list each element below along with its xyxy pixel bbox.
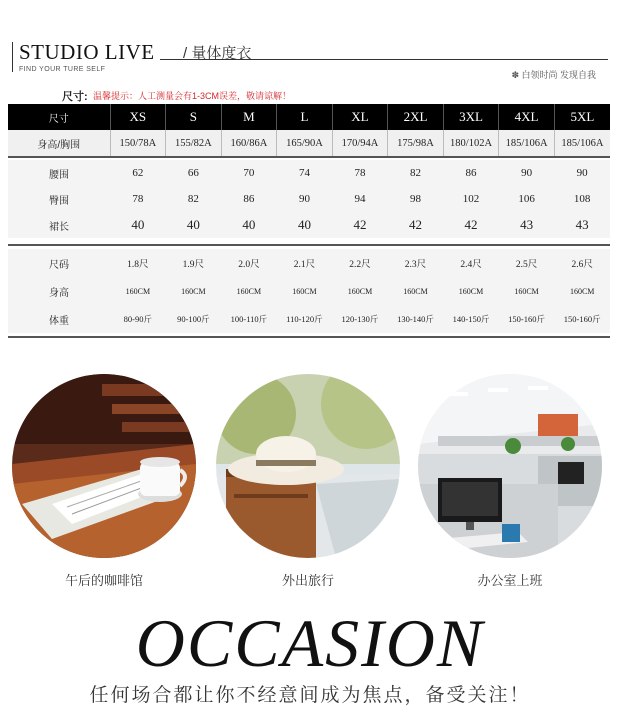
table-cell: 78 — [132, 193, 144, 205]
table-cell: 86 — [243, 193, 255, 205]
occasion-slogan: 任何场合都让你不经意间成为焦点，备受关注！ — [89, 685, 531, 706]
table-cell: 40 — [297, 217, 311, 232]
size-header-label: 尺寸 — [8, 104, 110, 130]
occasion-title: OCCASION — [135, 605, 485, 681]
chest-cell: 175/98A — [388, 130, 444, 157]
table-cell: 40 — [242, 217, 256, 232]
table-cell: 66 — [187, 167, 199, 179]
brand-logo: STUDIO LIVE — [19, 40, 155, 64]
chest-cell: 185/106A — [554, 130, 610, 157]
table-cell: 2.0尺 — [238, 260, 260, 270]
table-row — [8, 249, 610, 277]
row-label: 腰围 — [49, 169, 70, 181]
table-cell: 80-90斤 — [123, 314, 153, 324]
table-cell: 42 — [409, 217, 422, 232]
table-cell: 150-160斤 — [508, 314, 545, 324]
table-cell: 62 — [132, 167, 144, 179]
chest-cell: 150/78A — [110, 130, 166, 157]
header — [0, 0, 620, 85]
table-cell: 160CM — [458, 286, 484, 296]
table-cell: 1.9尺 — [182, 260, 205, 270]
size-header-row — [8, 104, 610, 130]
table-cell: 43 — [575, 217, 589, 232]
table-cell: 94 — [354, 193, 366, 205]
table-cell: 98 — [410, 193, 421, 205]
table-cell: 90 — [576, 167, 588, 179]
header-note: ✽ 白领时尚 发现自我 — [511, 70, 596, 80]
table-cell: 160CM — [125, 286, 151, 296]
measure-table — [8, 160, 610, 238]
page-subtitle: / 量体度衣 — [183, 45, 252, 62]
size-cell: 4XL — [499, 104, 555, 130]
table-cell: 42 — [353, 217, 367, 232]
row-label: 体重 — [49, 315, 70, 327]
brand-block — [12, 42, 173, 72]
table-divider — [8, 244, 610, 246]
size-cell: L — [277, 104, 333, 130]
brand-tagline: FIND YOUR TURE SELF — [19, 66, 106, 73]
size-table — [8, 104, 610, 158]
table-cell: 82 — [410, 167, 421, 179]
table-cell: 160CM — [292, 286, 317, 296]
table-cell: 82 — [187, 193, 199, 205]
table-cell: 2.5尺 — [515, 260, 538, 270]
size-cell: M — [221, 104, 277, 130]
table-cell: 2.2尺 — [349, 260, 371, 270]
coffee-shop-photo — [12, 374, 196, 558]
size-cell: 2XL — [388, 104, 444, 130]
chest-label: 身高/胸围 — [8, 130, 110, 157]
occasion-caption: 外出旅行 — [281, 573, 334, 588]
chest-cell: 155/82A — [166, 130, 222, 157]
table-cell: 70 — [243, 167, 255, 179]
table-cell: 110-120斤 — [286, 314, 323, 324]
travel-hat-photo — [216, 374, 400, 558]
table-cell: 2.3尺 — [404, 260, 427, 270]
table-row — [8, 212, 610, 238]
table-cell: 160CM — [569, 286, 595, 296]
size-cell: XS — [110, 104, 166, 130]
table-bottom-divider — [8, 336, 610, 338]
size-cell: XL — [332, 104, 388, 130]
table-cell: 90 — [521, 167, 533, 179]
table-cell: 160CM — [403, 286, 428, 296]
table-cell: 74 — [298, 167, 310, 179]
row-label: 尺码 — [49, 259, 70, 271]
table-cell: 43 — [520, 217, 534, 232]
table-row — [8, 277, 610, 305]
table-cell: 102 — [462, 193, 480, 205]
table-cell: 40 — [131, 217, 145, 232]
table-cell: 140-150斤 — [452, 314, 490, 324]
table-row — [8, 160, 610, 186]
occasion-caption: 办公室上班 — [477, 573, 543, 588]
table-cell: 86 — [465, 167, 477, 179]
chest-cell: 160/86A — [221, 130, 277, 157]
occasion-caption: 午后的咖啡馆 — [64, 573, 143, 588]
table-cell: 160CM — [514, 286, 539, 296]
table-cell: 2.1尺 — [293, 260, 316, 270]
size-tip: 温馨提示：人工测量会有1-3CM误差，敬请谅解！ — [93, 91, 292, 101]
fit-table — [8, 249, 610, 333]
size-section-label: 尺寸: — [62, 91, 88, 103]
size-cell: S — [166, 104, 222, 130]
table-cell: 42 — [464, 217, 478, 232]
table-cell: 1.8尺 — [127, 260, 149, 270]
table-cell: 130-140斤 — [397, 314, 434, 324]
table-cell: 40 — [186, 217, 200, 232]
row-label: 身高 — [49, 287, 70, 299]
size-cell: 5XL — [554, 104, 610, 130]
table-cell: 108 — [573, 193, 591, 205]
table-cell: 90-100斤 — [177, 314, 210, 324]
chest-cell: 170/94A — [332, 130, 388, 157]
chest-cell: 165/90A — [277, 130, 333, 157]
size-cell: 3XL — [443, 104, 499, 130]
table-cell: 150-160斤 — [563, 314, 601, 324]
chest-row — [8, 130, 610, 157]
table-row — [8, 305, 610, 333]
table-cell: 78 — [354, 167, 366, 179]
chest-cell: 185/106A — [499, 130, 555, 157]
row-label: 臀围 — [49, 195, 70, 207]
table-row — [8, 186, 610, 212]
table-cell: 120-130斤 — [341, 314, 379, 324]
office-photo — [418, 374, 602, 558]
table-cell: 2.6尺 — [571, 260, 593, 270]
table-cell: 106 — [518, 193, 535, 205]
table-cell: 2.4尺 — [460, 260, 482, 270]
table-cell: 160CM — [181, 286, 206, 296]
table-cell: 90 — [298, 193, 310, 205]
row-label: 裙长 — [49, 221, 70, 233]
table-cell: 160CM — [236, 286, 262, 296]
table-cell: 100-110斤 — [230, 314, 268, 324]
chest-cell: 180/102A — [443, 130, 499, 157]
table-cell: 160CM — [347, 286, 373, 296]
